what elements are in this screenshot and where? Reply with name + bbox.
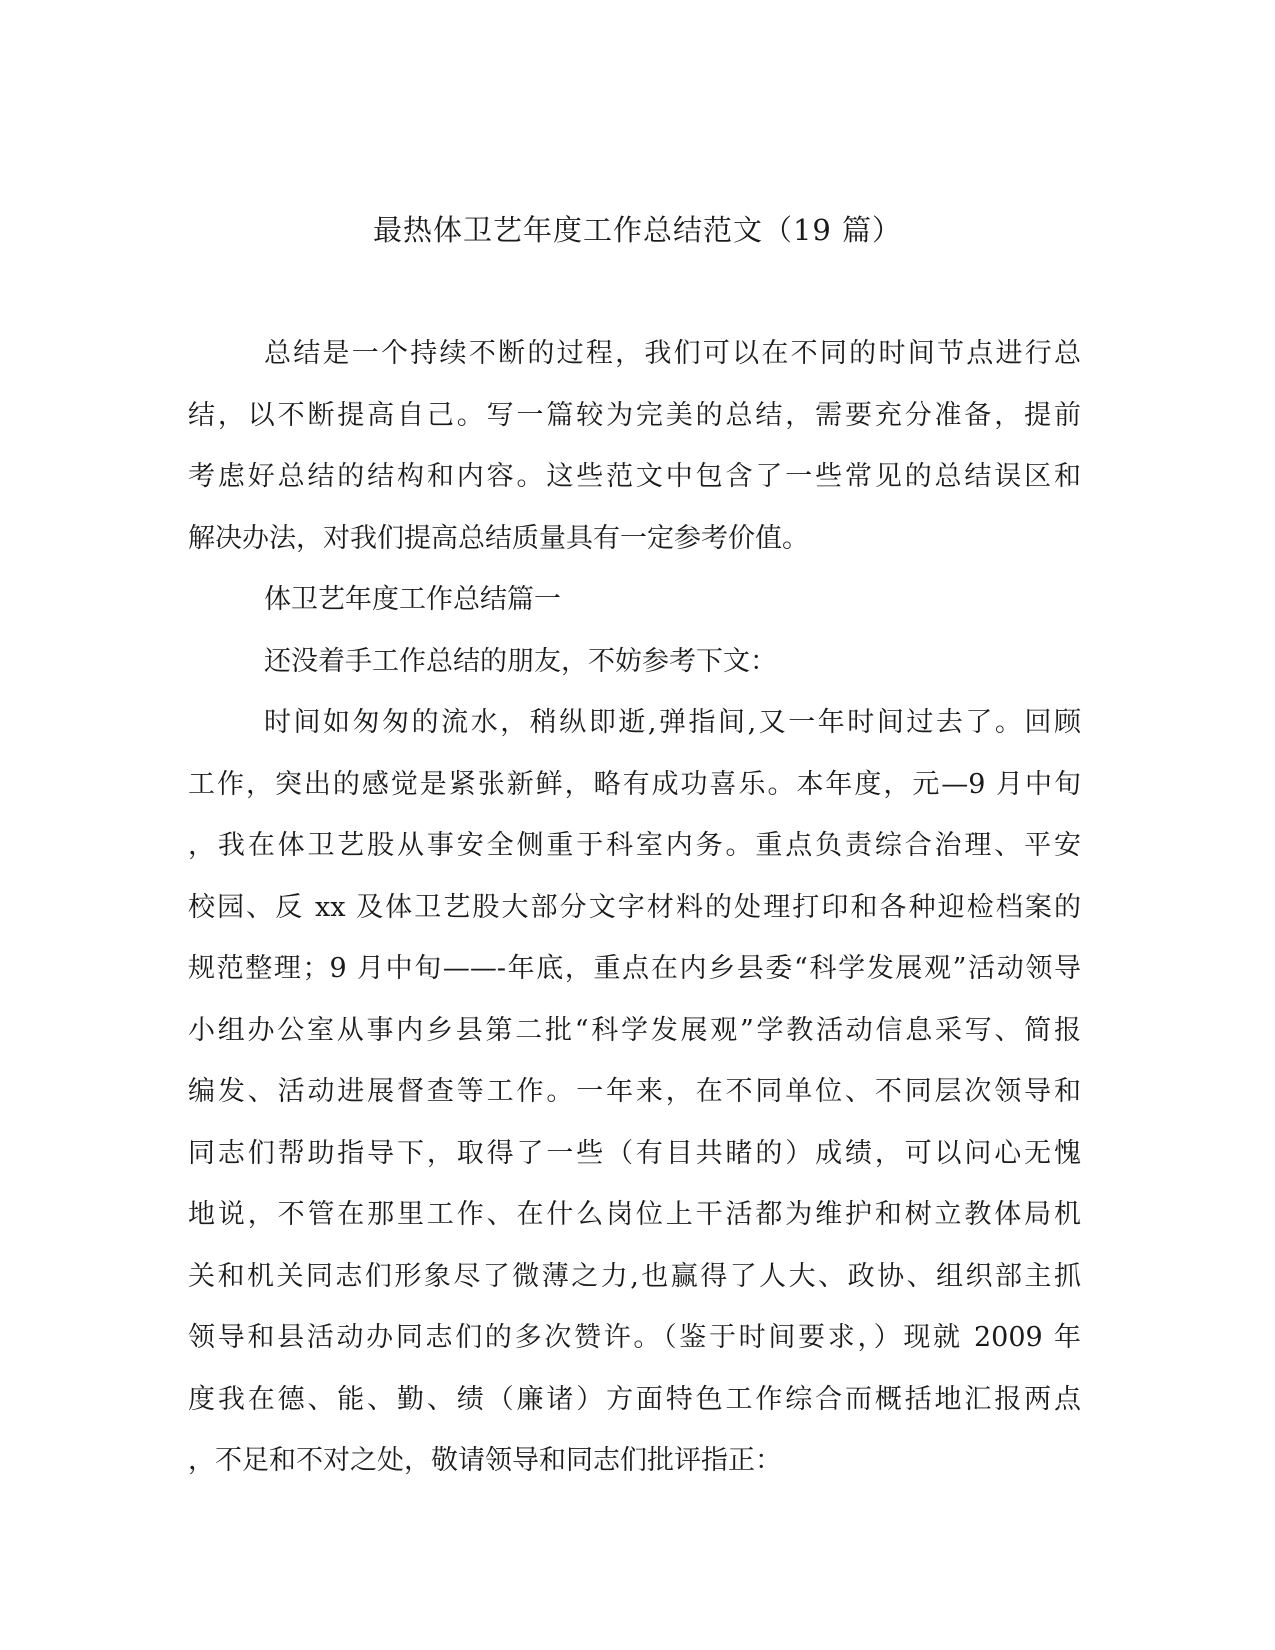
- paragraph-line: 关和机关同志们形象尽了微薄之力,也赢得了人大、政协、组织部主抓: [188, 1260, 1081, 1292]
- paragraph-line: 小组办公室从事内乡县第二批“科学发展观”学教活动信息采写、简报: [188, 1014, 1081, 1046]
- paragraph-line: 还没着手工作总结的朋友，不妨参考下文：: [264, 645, 777, 677]
- document-title: 最热体卫艺年度工作总结范文（19 篇）: [372, 213, 903, 247]
- paragraph-line: ，我在体卫艺股从事安全侧重于科室内务。重点负责综合治理、平安: [188, 830, 1081, 861]
- paragraph-line: 同志们帮助指导下，取得了一些（有目共睹的）成绩，可以问心无愧: [188, 1137, 1081, 1169]
- paragraph-line: 校园、反 xx 及体卫艺股大部分文字材料的处理打印和各种迎检档案的: [188, 891, 1081, 923]
- paragraph-line: 时间如匆匆的流水，稍纵即逝,弹指间,又一年时间过去了。回顾: [264, 707, 1081, 738]
- paragraph-line: 工作，突出的感觉是紧张新鲜，略有成功喜乐。本年度，元—9 月中旬: [188, 768, 1081, 800]
- paragraph-line: 结，以不断提高自己。写一篇较为完美的总结，需要充分准备，提前: [188, 399, 1081, 431]
- paragraph-line: 编发、活动进展督查等工作。一年来，在不同单位、不同层次领导和: [188, 1076, 1081, 1107]
- paragraph-line: ，不足和不对之处，敬请领导和同志们批评指正：: [188, 1445, 782, 1476]
- paragraph-line: 考虑好总结的结构和内容。这些范文中包含了一些常见的总结误区和: [188, 461, 1081, 492]
- paragraph-line: 解决办法，对我们提高总结质量具有一定参考价值。: [188, 522, 809, 554]
- paragraph-line: 规范整理；9 月中旬——-年底，重点在内乡县委“科学发展观”活动领导: [188, 953, 1081, 984]
- paragraph-line: 总结是一个持续不断的过程，我们可以在不同的时间节点进行总: [264, 338, 1081, 369]
- document-body: [188, 323, 1081, 1492]
- paragraph-line: 度我在德、能、勤、绩（廉诸）方面特色工作综合而概括地汇报两点: [188, 1383, 1081, 1415]
- paragraph-line: 体卫艺年度工作总结篇一: [264, 584, 561, 615]
- paragraph-line: 领导和县活动办同志们的多次赞许。（鉴于时间要求，）现就 2009 年: [188, 1322, 1081, 1353]
- paragraph-line: 地说，不管在那里工作、在什么岗位上干活都为维护和树立教体局机: [188, 1199, 1081, 1230]
